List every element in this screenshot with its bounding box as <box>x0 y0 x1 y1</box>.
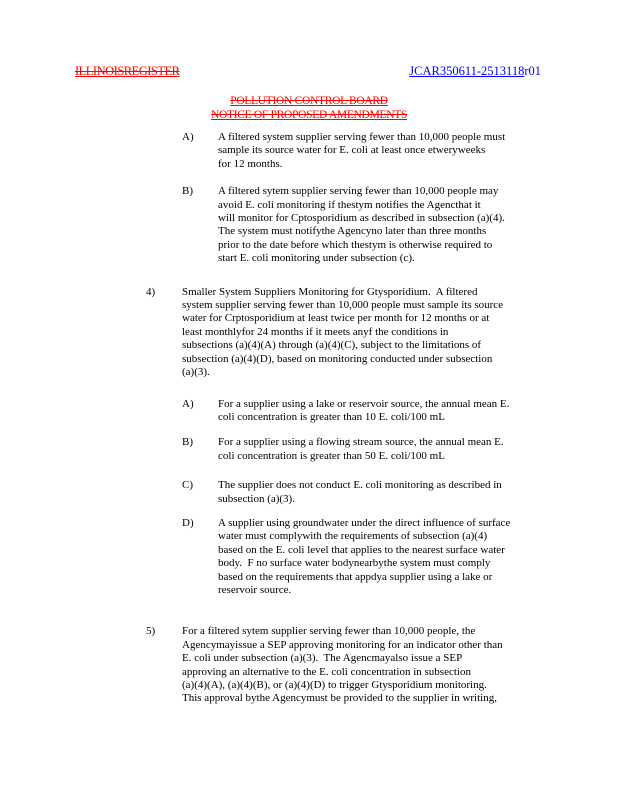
text-line: For a supplier using a lake or reservoir source, the annual mean E. <box>218 397 510 410</box>
text-line: A filtered system supplier serving fewer than 10,000 people must <box>218 131 506 143</box>
list-item-label: C) <box>182 479 193 492</box>
list-item-text <box>218 436 618 463</box>
list-item <box>0 398 618 425</box>
list-item <box>0 625 618 705</box>
text-line: body. F no surface water bodynearbythe system must comply <box>218 557 491 570</box>
list-item-label: B) <box>182 436 193 449</box>
list-item <box>0 185 618 265</box>
text-line: subsections (a)(4)(A) through (a)(4)(C), subject to the limitations of <box>182 339 482 352</box>
list-item-text <box>218 185 618 265</box>
notice-title: NOTICE OF PROPOSED AMENDMENTS <box>210 108 408 121</box>
text-line: prior to the date before which thestym is otherwise required to <box>218 238 493 251</box>
text-line: (a)(4)(A), (a)(4)(B), or (a)(4)(D) to trigger Gtysporidium monitoring. <box>182 679 487 691</box>
list-item-text <box>218 131 618 171</box>
text-line: avoid E. coli monitoring if thestym notifies the Agencthat it <box>218 198 481 211</box>
text-line: based on the requirements that appdya supplier using a lake or <box>218 570 493 583</box>
list-item <box>0 286 618 380</box>
text-line: Smaller System Suppliers Monitoring for Gtysporidium. A filtered <box>182 285 478 298</box>
text-line: system supplier serving fewer than 10,000 people must sample its source <box>182 299 504 312</box>
list-item-text <box>182 286 618 380</box>
text-line: coli concentration is greater than 50 E. coli/100 mL <box>218 449 445 462</box>
list-item-label: A) <box>182 131 194 143</box>
list-item-label: A) <box>182 397 194 410</box>
text-line: sample its source water for E. coli at least once etweryweeks <box>218 144 486 157</box>
list-item-text <box>182 625 618 705</box>
list-item-label: 5) <box>146 625 156 638</box>
list-item-label: B) <box>182 185 193 198</box>
text-line: subsection (a)(4)(D), based on monitoring conducted under subsection <box>182 352 493 365</box>
text-line: approving an alternative to the E. coli concentration in subsection <box>182 665 471 678</box>
text-line: A supplier using groundwater under the direct influence of surface <box>218 516 511 529</box>
text-line: reservoir source. <box>218 583 292 596</box>
document-body <box>0 131 618 706</box>
text-line: (a)(3). <box>182 366 210 379</box>
list-item <box>0 479 618 506</box>
text-line: Agencymayissue a SEP approving monitoring for an indicator other than <box>182 638 503 651</box>
text-line: This approval bythe Agencymust be provided to the supplier in writing, <box>182 692 497 705</box>
page-header <box>75 64 541 79</box>
text-line: subsection (a)(3). <box>218 492 295 505</box>
text-line: water must complywith the requirements of subsection (a)(4) <box>218 530 488 543</box>
list-item <box>0 436 618 463</box>
list-item <box>0 131 618 171</box>
text-line: A filtered sytem supplier serving fewer than 10,000 people may <box>218 185 499 198</box>
text-line: E. coli under subsection (a)(3). The Agencmayalso issue a SEP <box>182 652 463 665</box>
board-title: POLLUTION CONTROL BOARD <box>230 95 388 107</box>
text-line: For a filtered sytem supplier serving fewer than 10,000 people, the <box>182 625 476 638</box>
jcar-link[interactable] <box>409 64 541 79</box>
list-item-label: 4) <box>146 285 156 298</box>
list-item-label: D) <box>182 516 194 529</box>
text-line: water for Crptosporidium at least twice per month for 12 months or at <box>182 312 490 325</box>
text-line: least monthlyfor 24 months if it meets anyf the conditions in <box>182 325 449 338</box>
list-item-text <box>218 517 618 597</box>
list-item-text <box>218 398 618 425</box>
text-line: start E. coli monitoring under subsection (c). <box>218 252 415 265</box>
register-title: ILLINOISREGISTER <box>75 64 180 78</box>
text-line: coli concentration is greater than 10 E. coli/100 mL <box>218 410 445 423</box>
list-item-text <box>218 479 618 506</box>
text-line: The supplier does not conduct E. coli monitoring as described in <box>218 479 502 492</box>
text-line: will monitor for Cptosporidium as described in subsection (a)(4). <box>218 212 505 225</box>
text-line: The system must notifythe Agencyno later than three months <box>218 225 487 238</box>
list-item <box>0 517 618 597</box>
text-line: for 12 months. <box>218 157 283 170</box>
text-line: For a supplier using a flowing stream source, the annual mean E. <box>218 436 504 449</box>
jcar-link-number[interactable]: JCAR350611-2513118 <box>409 64 525 78</box>
text-line: based on the E. coli level that applies to the nearest surface water <box>218 543 505 556</box>
jcar-revision-suffix: r01 <box>524 64 541 78</box>
document-titles <box>0 95 618 122</box>
